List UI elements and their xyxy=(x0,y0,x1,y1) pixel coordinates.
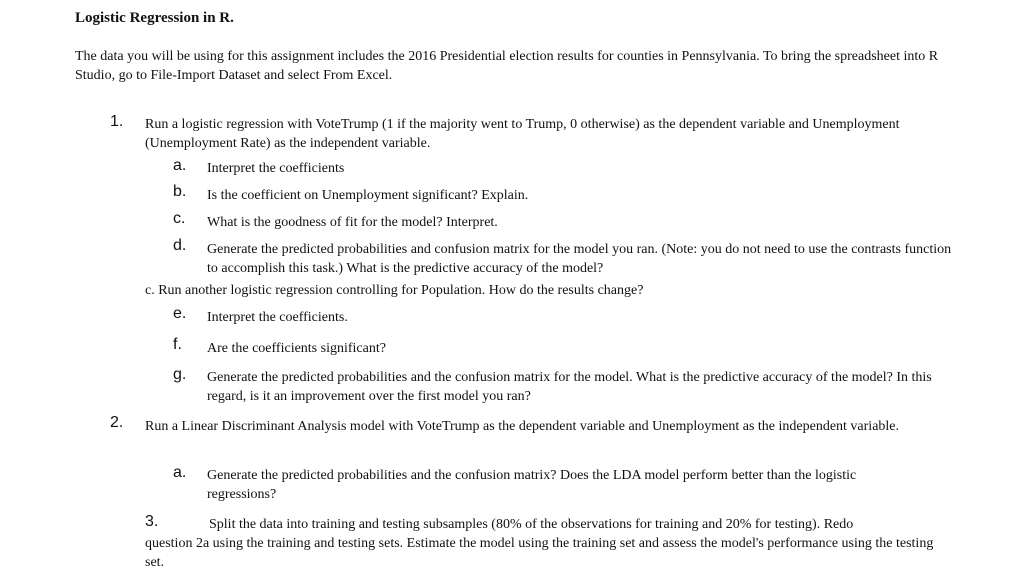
q1-d-text: Generate the predicted probabilities and confusion matrix for the model you ran. (Note: you do not need to use the contrasts function to accomplish this task.) What is the predictive accuracy of the model? xyxy=(207,242,952,276)
q2-a-label: a. xyxy=(173,464,187,481)
question-2-text: Run a Linear Discriminant Analysis model with VoteTrump as the dependent variable and Unemployment as the independent variable. xyxy=(145,419,900,434)
q1-b-text: Is the coefficient on Unemployment significant? Explain. xyxy=(207,188,529,203)
q1-a-text: Interpret the coefficients xyxy=(207,161,345,176)
question-2-number: 2. xyxy=(110,414,124,431)
q1-g-text: Generate the predicted probabilities and the confusion matrix for the model. What is the predictive accuracy of the model? In this regard, is it an improvement over the first model you ran? xyxy=(207,370,932,404)
q1-d-label: d. xyxy=(173,237,187,254)
q1-a-label: a. xyxy=(173,157,187,174)
q1-e-label: e. xyxy=(173,305,187,322)
q1-g-label: g. xyxy=(173,366,187,383)
question-3-number: 3. xyxy=(145,513,159,530)
q2-a-text: Generate the predicted probabilities and the confusion matrix? Does the LDA model perform better than the logistic regressions? xyxy=(207,468,857,502)
q1-f-text: Are the coefficients significant? xyxy=(207,341,386,356)
document-title: Logistic Regression in R. xyxy=(75,10,234,26)
q1-followup-text: c. Run another logistic regression controlling for Population. How do the results change? xyxy=(145,283,644,298)
question-3-text-first: Split the data into training and testing subsamples (80% of the observations for training and 20% for testing). Redo xyxy=(209,517,854,532)
q1-e-text: Interpret the coefficients. xyxy=(207,310,348,325)
q1-f-label: f. xyxy=(173,336,182,353)
question-3-text-rest: question 2a using the training and testing sets. Estimate the model using the training set and assess the model's performance using the testing set. xyxy=(145,536,934,570)
q1-c-label: c. xyxy=(173,210,186,227)
question-1-number: 1. xyxy=(110,113,124,130)
q1-c-text: What is the goodness of fit for the model? Interpret. xyxy=(207,215,498,230)
q1-b-label: b. xyxy=(173,183,187,200)
intro-paragraph: The data you will be using for this assignment includes the 2016 Presidential election results for counties in Pennsylvania. To bring the spreadsheet into R Studio, go to File-Import Dataset and select From Excel. xyxy=(75,49,939,83)
question-1-text: Run a logistic regression with VoteTrump (1 if the majority went to Trump, 0 otherwise) as the dependent variable and Unemployment (Unemployment Rate) as the independent variable. xyxy=(145,117,900,151)
